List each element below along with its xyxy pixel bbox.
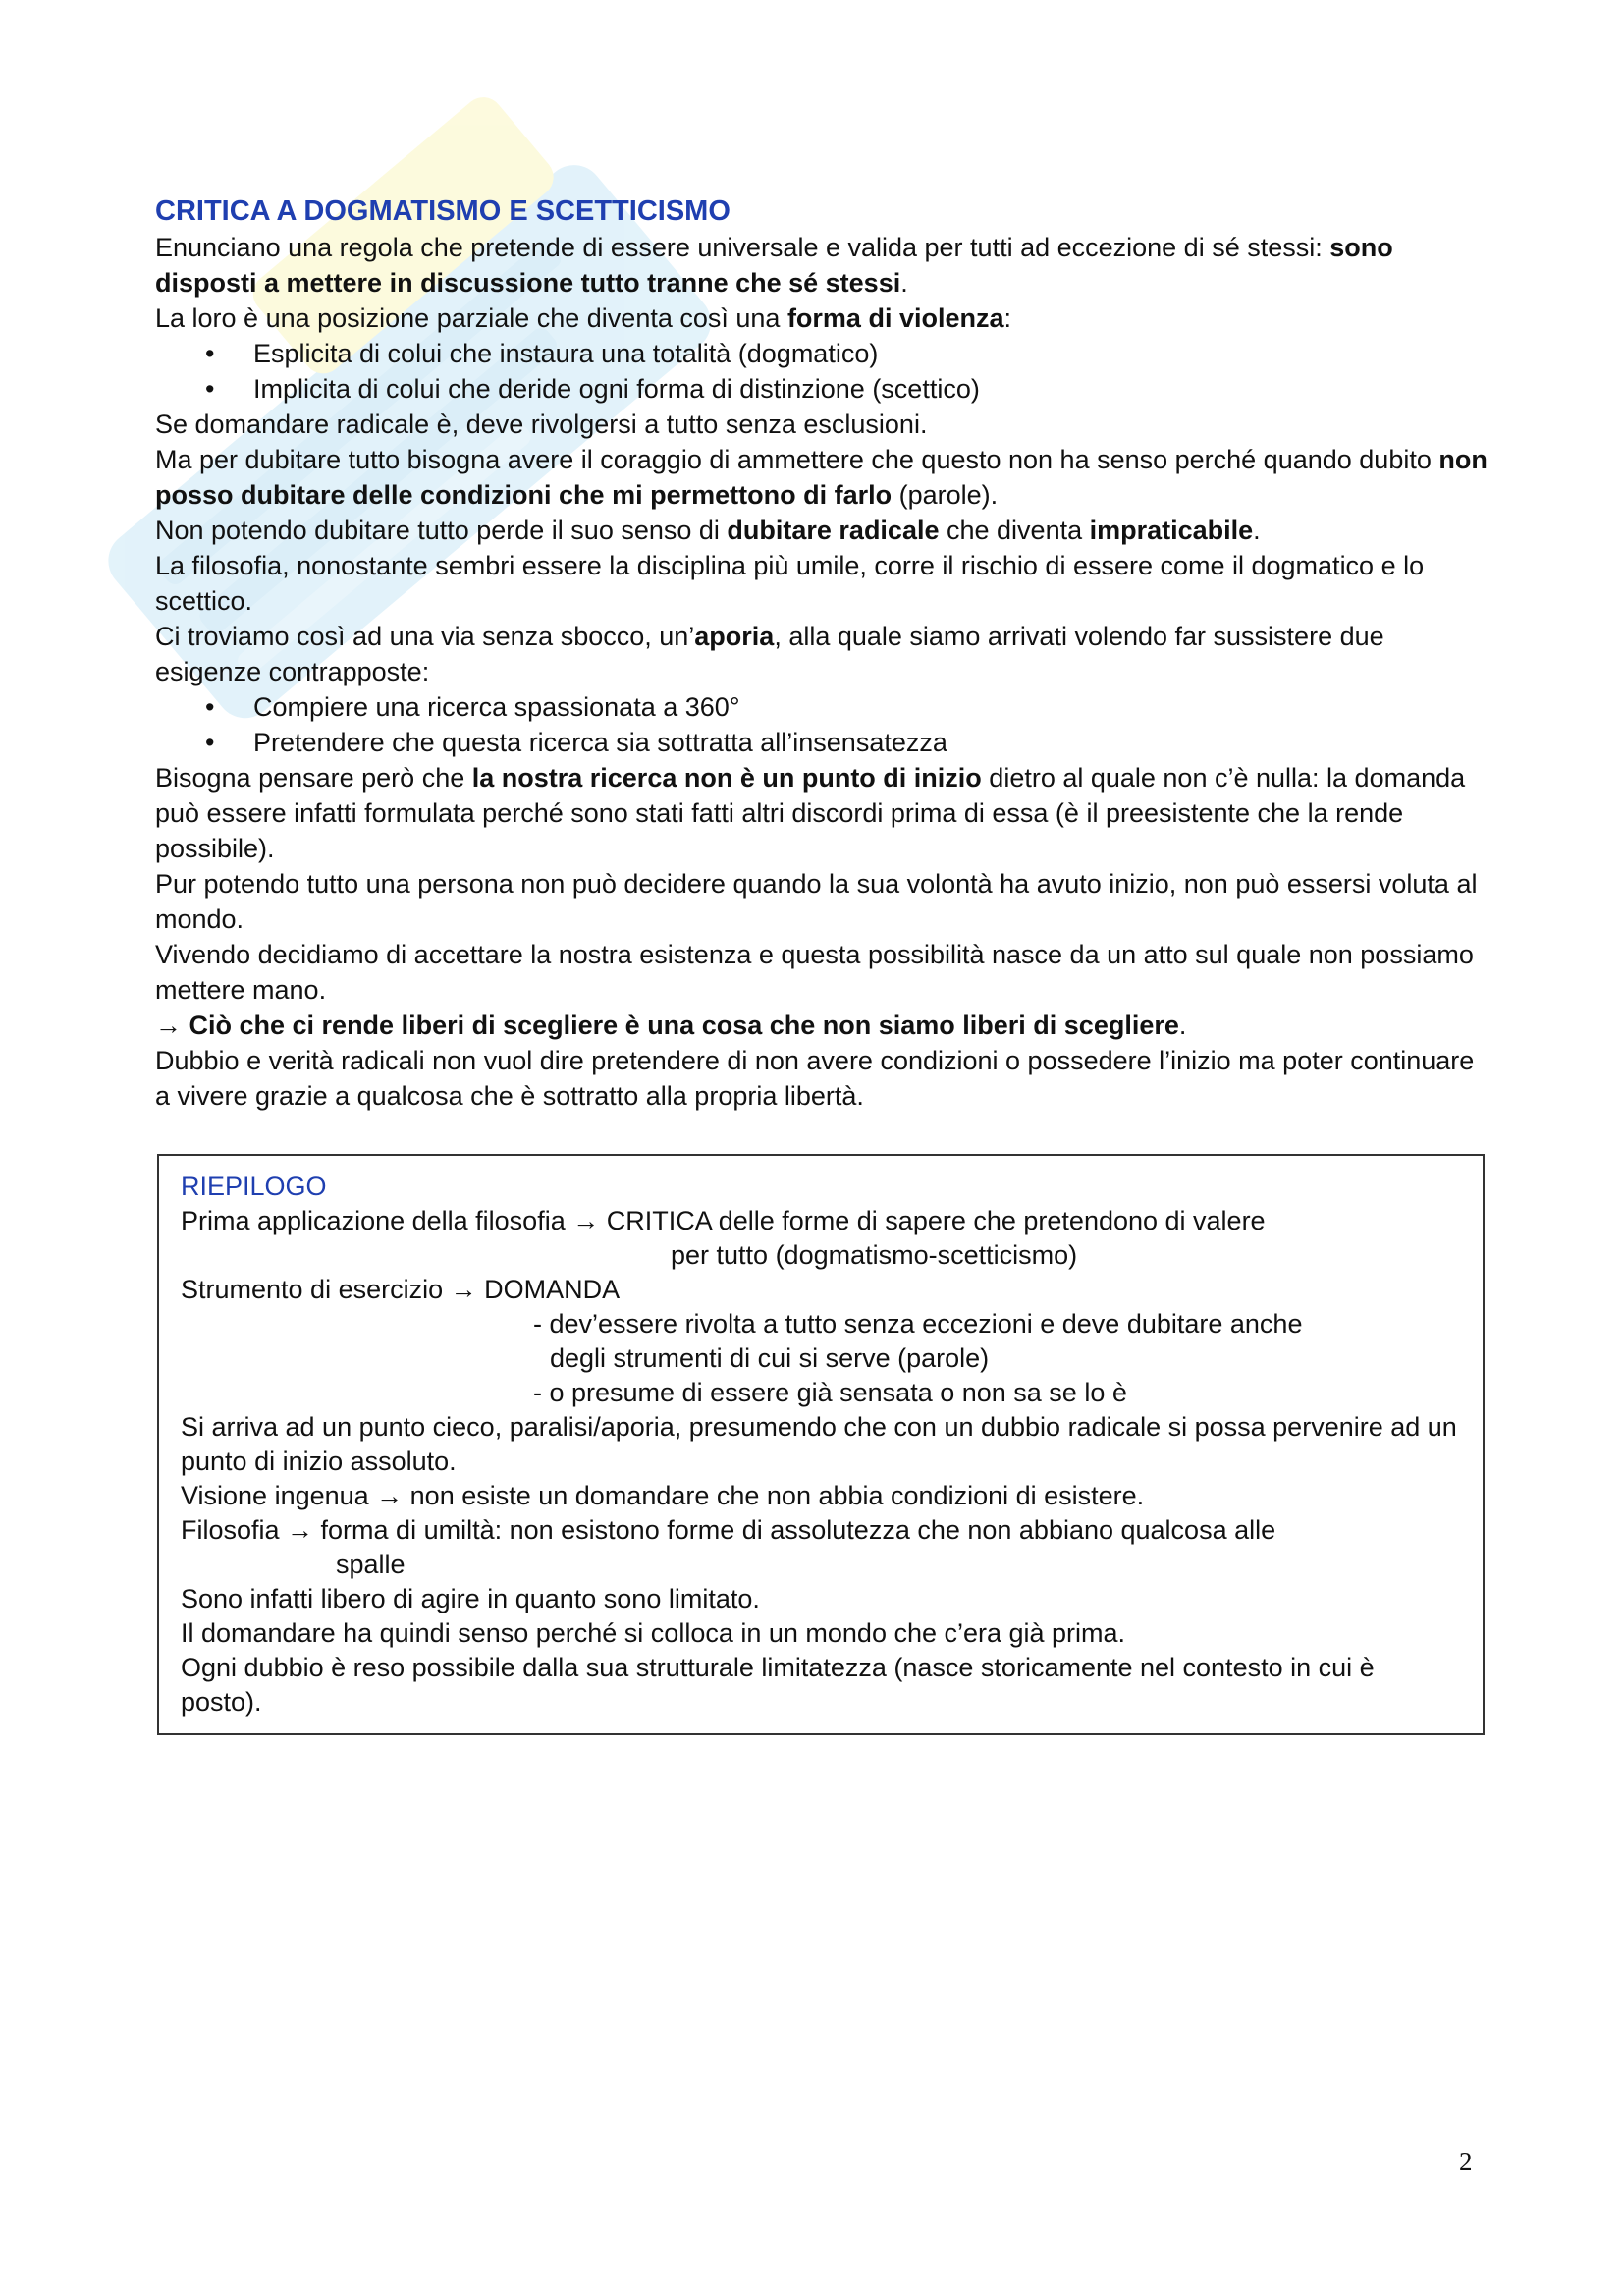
paragraph: Enunciano una regola che pretende di essere universale e valida per tutti ad eccezione di sé stessi: sono disposti a mettere in discussione tutto tranne che sé stessi. [155,233,1393,298]
paragraph: Se domandare radicale è, deve rivolgersi a tutto senza esclusioni. [155,410,928,439]
paragraph: Non potendo dubitare tutto perde il suo senso di dubitare radicale che diventa impraticabile. [155,516,1261,545]
paragraph: La loro è una posizione parziale che diventa così una forma di violenza: [155,303,1012,333]
page-number: 2 [1459,2147,1473,2176]
list-item: • Pretendere che questa ricerca sia sottratta all’insensatezza [155,725,1490,760]
paragraph: → Ciò che ci rende liberi di scegliere è una cosa che non siamo liberi di scegliere. [155,1011,1187,1040]
paragraph: La filosofia, nonostante sembri essere la disciplina più umile, corre il rischio di essere come il dogmatico e lo scettico. [155,551,1425,616]
summary-box [157,1154,1485,1735]
summary-line: Strumento di esercizio → DOMANDA [181,1275,621,1304]
paragraph: Pur potendo tutto una persona non può decidere quando la sua volontà ha avuto inizio, non può essersi voluta al mondo. [155,869,1478,934]
summary-line: - dev’essere rivolta a tutto senza eccezioni e deve dubitare anche [533,1309,1303,1339]
summary-line: per tutto (dogmatismo-scetticismo) [671,1240,1078,1270]
summary-line: Sono infatti libero di agire in quanto sono limitato. [181,1584,760,1613]
summary-line: degli strumenti di cui si serve (parole) [550,1343,990,1373]
paragraph: Dubbio e verità radicali non vuol dire pretendere di non avere condizioni o possedere l’inizio ma poter continuare a vivere grazie a qualcosa che è sottratto alla propria libertà. [155,1046,1475,1111]
summary-line: spalle [336,1550,406,1579]
list-item: • Esplicita di colui che instaura una totalità (dogmatico) [155,336,1490,371]
summary-line: Il domandare ha quindi senso perché si colloca in un mondo che c’era già prima. [181,1618,1126,1648]
summary-line: Filosofia → forma di umiltà: non esistono forme di assolutezza che non abbiano qualcosa alle [181,1515,1276,1545]
bullet-list [155,336,1490,407]
bullet-list [155,689,1490,760]
page-title: CRITICA A DOGMATISMO E SCETTICISMO [155,195,731,227]
summary-line: Prima applicazione della filosofia → CRITICA delle forme di sapere che pretendono di valere [181,1206,1266,1235]
summary-line: Ogni dubbio è reso possibile dalla sua strutturale limitatezza (nasce storicamente nel contesto in cui è posto). [181,1653,1375,1717]
paragraph: Ma per dubitare tutto bisogna avere il coraggio di ammettere che questo non ha senso perché quando dubito non posso dubitare delle condizioni che mi permettono di farlo (parole). [155,445,1488,510]
summary-title: RIEPILOGO [181,1172,327,1201]
summary-line: Visione ingenua → non esiste un domandare che non abbia condizioni di esistere. [181,1481,1145,1510]
list-item: • Implicita di colui che deride ogni forma di distinzione (scettico) [155,371,1490,407]
list-item: • Compiere una ricerca spassionata a 360° [155,689,1490,725]
paragraph: Vivendo decidiamo di accettare la nostra esistenza e questa possibilità nasce da un atto sul quale non possiamo mettere mano. [155,940,1474,1005]
summary-line: - o presume di essere già sensata o non sa se lo è [533,1378,1127,1407]
summary-line: Si arriva ad un punto cieco, paralisi/aporia, presumendo che con un dubbio radicale si possa pervenire ad un punto di inizio assoluto. [181,1412,1457,1476]
page-content [155,192,1490,1114]
paragraph: Bisogna pensare però che la nostra ricerca non è un punto di inizio dietro al quale non c’è nulla: la domanda può essere infatti formulata perché sono stati fatti altri discordi prima di essa (è il preesistente che la rende possibile). [155,763,1466,863]
paragraph: Ci troviamo così ad una via senza sbocco, un’aporia, alla quale siamo arrivati volendo far sussistere due esigenze contrapposte: [155,622,1384,686]
